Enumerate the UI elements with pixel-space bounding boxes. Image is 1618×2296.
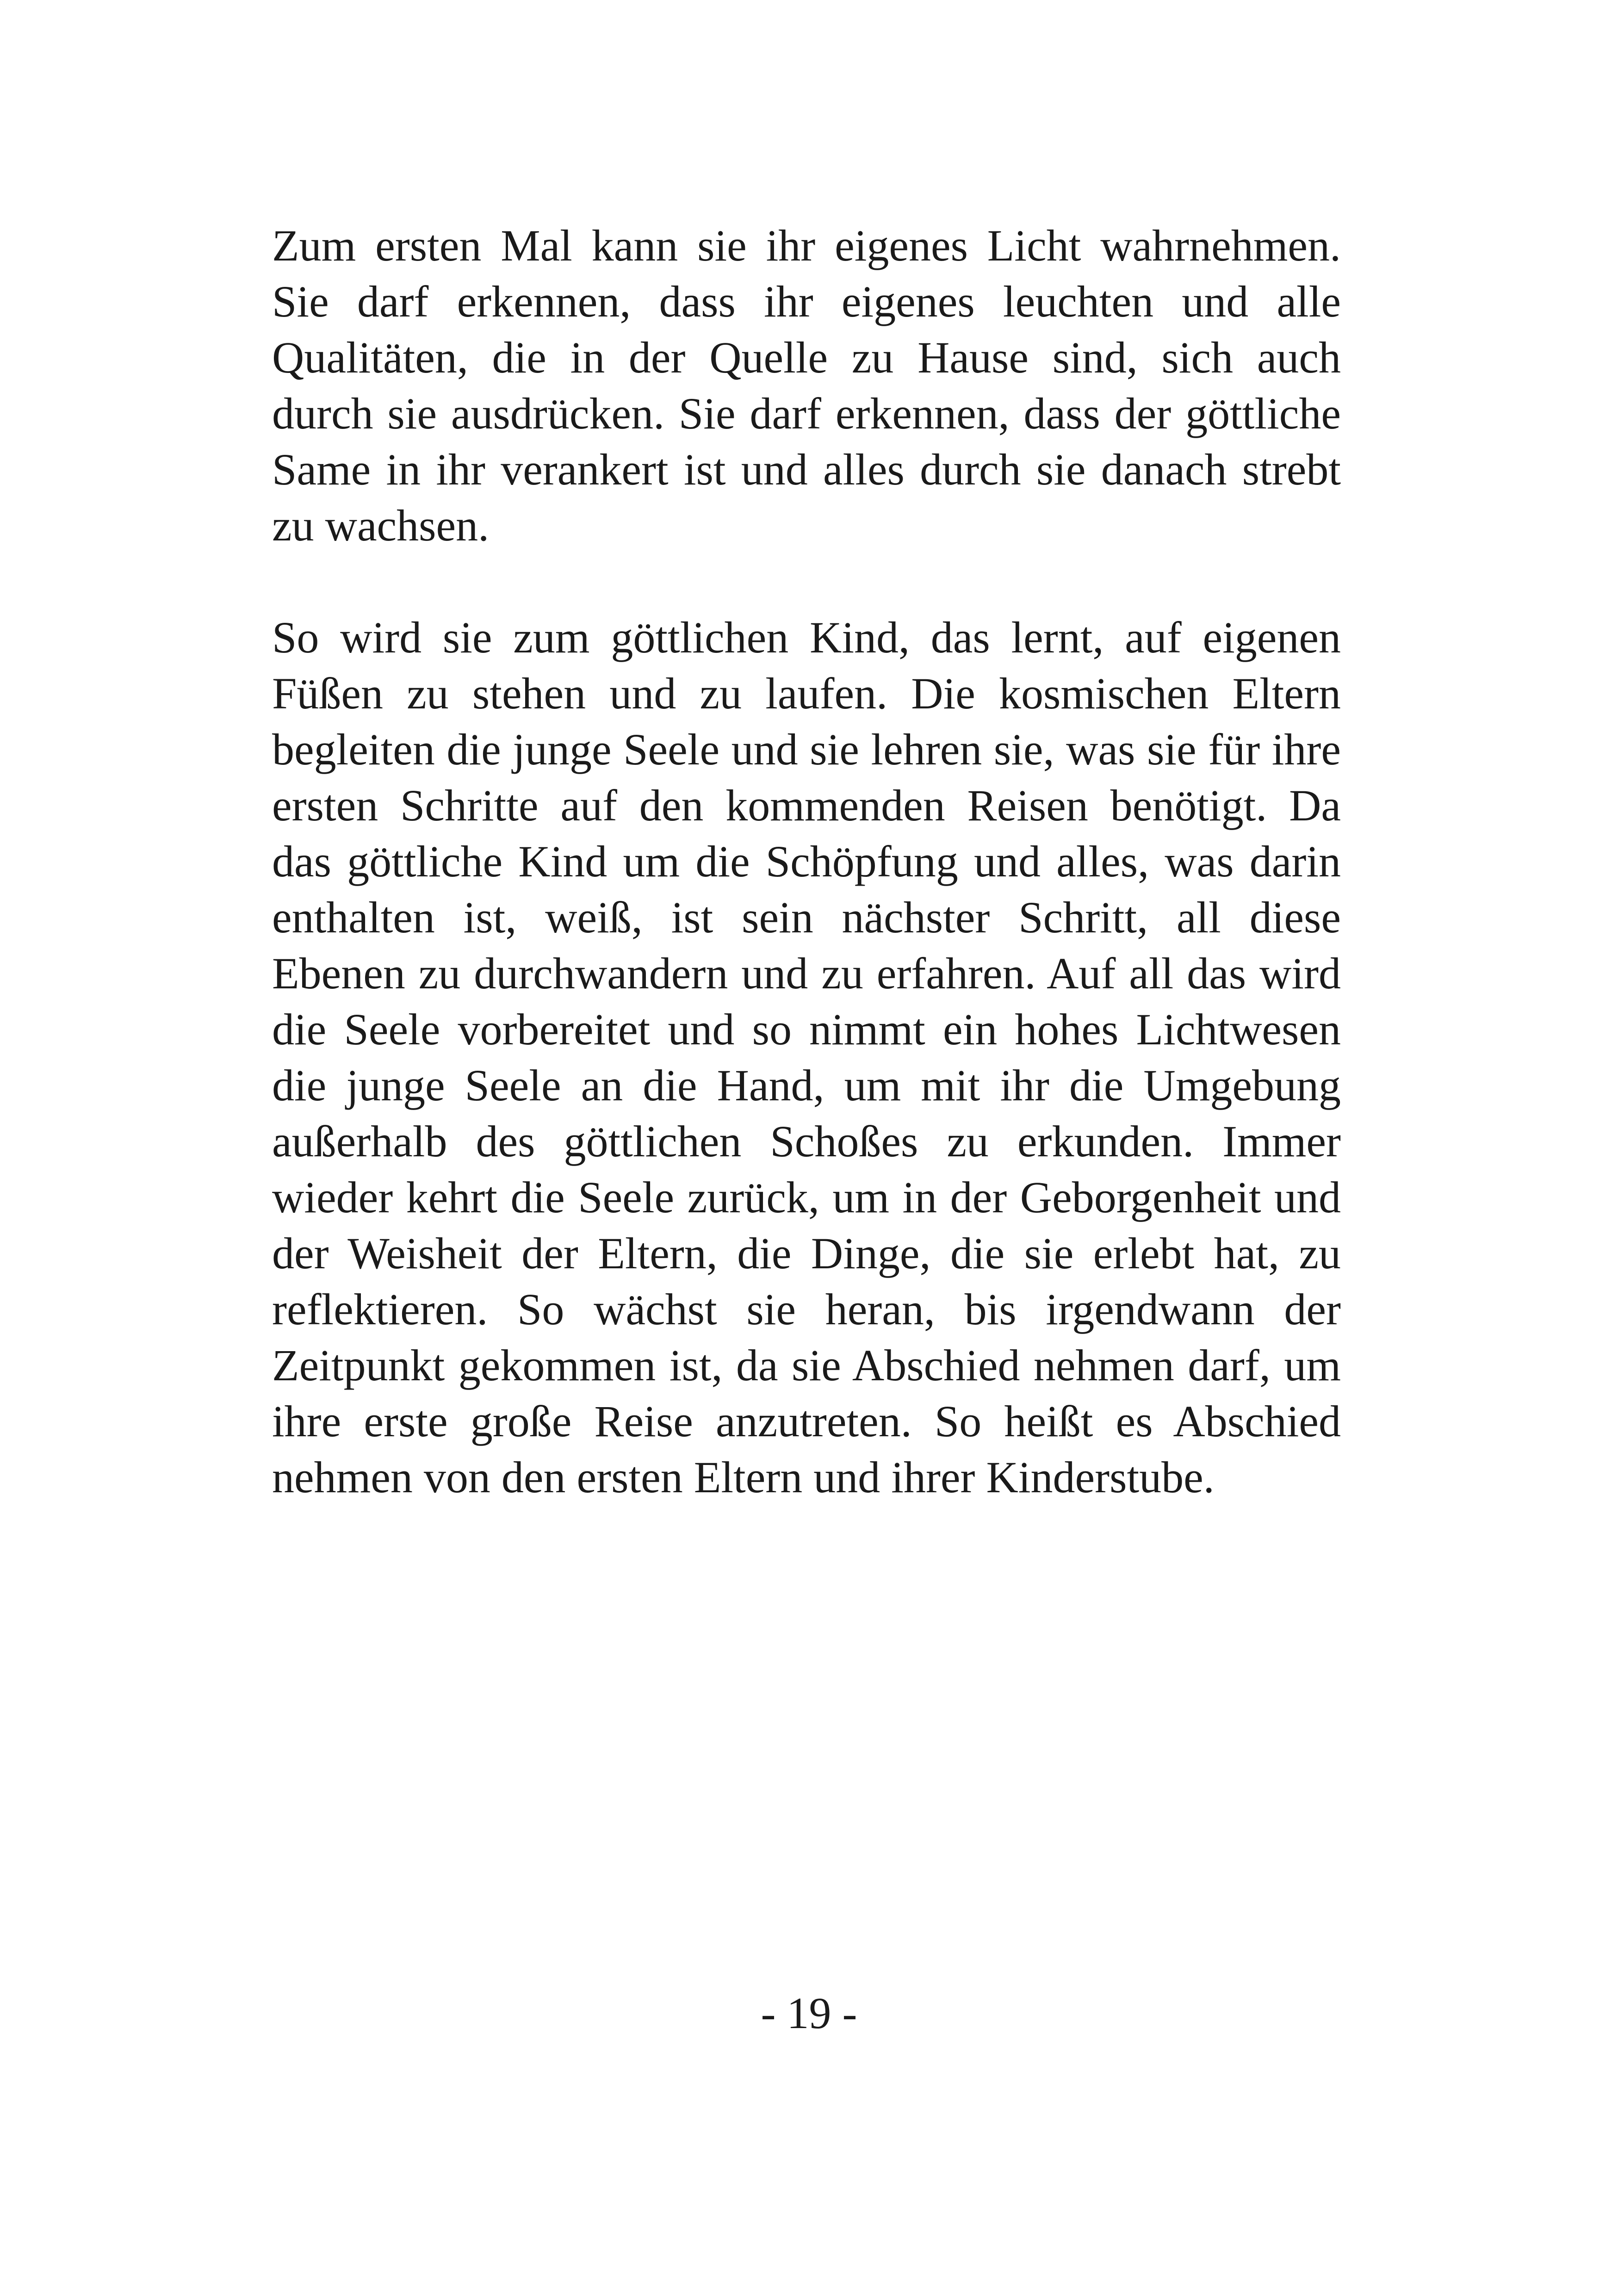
text-line: So wird sie zum göttlichen Kind, das lernt, auf eigenen [272, 613, 1341, 662]
paragraph-2 [272, 609, 1341, 1505]
text-line: reflektieren. So wächst sie heran, bis irgendwann der [272, 1285, 1341, 1334]
text-line: enthalten ist, weiß, ist sein nächster Schritt, all diese [272, 893, 1341, 942]
text-line: wieder kehrt die Seele zurück, um in der Geborgenheit und [272, 1173, 1341, 1222]
text-line: begleiten die junge Seele und sie lehren sie, was sie für ihre [272, 725, 1341, 774]
text-line: der Weisheit der Eltern, die Dinge, die sie erlebt hat, zu [272, 1229, 1341, 1278]
text-line: Füßen zu stehen und zu laufen. Die kosmischen Eltern [272, 669, 1341, 718]
text-line: ersten Schritte auf den kommenden Reisen benötigt. Da [272, 781, 1341, 830]
text-line: Sie darf erkennen, dass ihr eigenes leuchten und alle [272, 277, 1341, 326]
text-line: zu wachsen. [272, 501, 490, 550]
text-line: die junge Seele an die Hand, um mit ihr die Umgebung [272, 1061, 1341, 1110]
text-line: Qualitäten, die in der Quelle zu Hause sind, sich auch [272, 333, 1341, 382]
text-line: Same in ihr verankert ist und alles durch sie danach strebt [272, 445, 1341, 494]
text-line: die Seele vorbereitet und so nimmt ein hohes Lichtwesen [272, 1005, 1341, 1054]
text-line: das göttliche Kind um die Schöpfung und alles, was darin [272, 837, 1341, 886]
paragraph-1 [272, 217, 1341, 553]
text-line: ihre erste große Reise anzutreten. So heißt es Abschied [272, 1396, 1341, 1446]
text-line: außerhalb des göttlichen Schoßes zu erkunden. Immer [272, 1117, 1341, 1166]
text-line: Zeitpunkt gekommen ist, da sie Abschied nehmen darf, um [272, 1340, 1341, 1390]
body-text [272, 217, 1341, 1505]
text-line: nehmen von den ersten Eltern und ihrer Kinderstube. [272, 1452, 1215, 1502]
text-line: Ebenen zu durchwandern und zu erfahren. Auf all das wird [272, 949, 1341, 998]
text-line: durch sie ausdrücken. Sie darf erkennen, dass der göttliche [272, 389, 1341, 438]
text-line: Zum ersten Mal kann sie ihr eigenes Licht wahrnehmen. [272, 221, 1341, 270]
page-number: - 19 - [761, 1988, 857, 2038]
